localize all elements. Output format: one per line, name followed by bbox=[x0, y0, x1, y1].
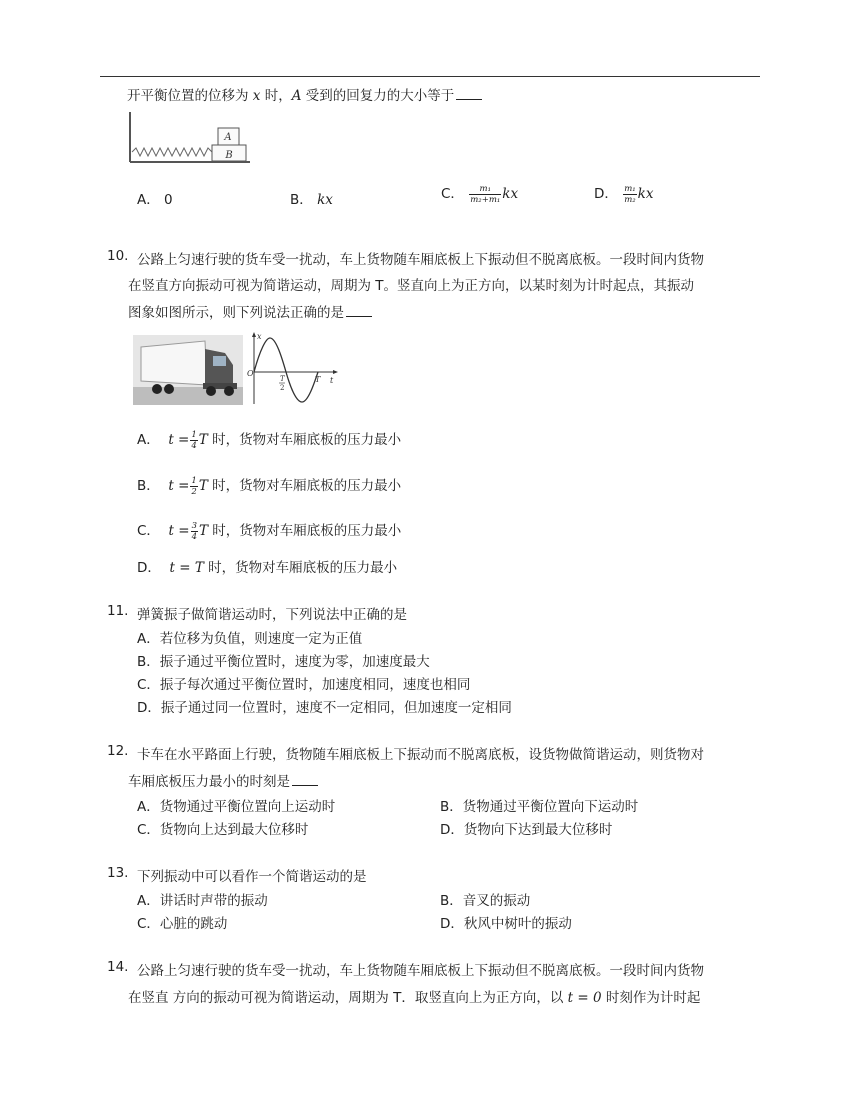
graph-half-den: 2 bbox=[280, 384, 285, 392]
q9-option-c: C． $\frac{\text{m₁}}{\text{m₂+m₁}}$ kx bbox=[441, 183, 519, 205]
q11-option-c: C．振子每次通过平衡位置时，加速度相同，速度也相同 bbox=[137, 677, 471, 693]
q12-line1: 卡车在水平路面上行驶，货物随车厢底板上下振动而不脱离底板，设货物做简谐运动，则货物对 bbox=[137, 747, 704, 763]
q12-option-d: D．货物向下达到最大位移时 bbox=[440, 822, 613, 838]
q9-option-a: A． 0 bbox=[137, 192, 173, 208]
q9-stem: 开平衡位置的位移为 x 时，A 受到的回复力的大小等于 bbox=[127, 84, 482, 104]
q14-line2: 在竖直 方向的振动可视为简谐运动，周期为 T．取竖直向上为正方向，以 t = 0 时刻作为计时起 bbox=[128, 990, 701, 1006]
q13-option-a: A．讲话时声带的振动 bbox=[137, 893, 268, 909]
q13-stem: 下列振动中可以看作一个简谐运动的是 bbox=[137, 869, 367, 885]
q11-option-d: D．振子通过同一位置时，速度不一定相同，但加速度一定相同 bbox=[137, 700, 512, 716]
block-b-label: B bbox=[225, 150, 233, 161]
graph-period-label: T bbox=[315, 375, 321, 384]
q11-option-b: B．振子通过平衡位置时，速度为零，加速度最大 bbox=[137, 654, 430, 670]
q12-line2: 车厢底板压力最小的时刻是 bbox=[128, 770, 318, 790]
header-rule bbox=[100, 76, 760, 77]
q11-option-a: A．若位移为负值，则速度一定为正值 bbox=[137, 631, 363, 647]
oscillation-graph bbox=[244, 330, 340, 406]
q12-option-b: B．货物通过平衡位置向下运动时 bbox=[440, 799, 639, 815]
q10-option-c: C． t = $\frac{3}{4}$ T 时，货物对车厢底板的压力最小 bbox=[137, 520, 402, 542]
q13-option-b: B．音叉的振动 bbox=[440, 893, 531, 909]
graph-x-label: x bbox=[257, 332, 262, 341]
q9-option-d: D． $\frac{\text{m₁}}{\text{m₂}}$ kx bbox=[594, 183, 654, 205]
spring-block-figure bbox=[126, 108, 254, 166]
q13-option-d: D．秋风中树叶的振动 bbox=[440, 916, 572, 932]
graph-half-num: T bbox=[280, 375, 285, 383]
q10-line1: 公路上匀速行驶的货车受一扰动，车上货物随车厢底板上下振动但不脱离底板。一段时间内货物 bbox=[137, 252, 704, 268]
q13-option-c: C．心脏的跳动 bbox=[137, 916, 228, 932]
q10-line2: 在竖直方向振动可视为简谐运动，周期为 T。竖直向上为正方向，以某时刻为计时起点，其振动 bbox=[128, 278, 695, 294]
answer-blank bbox=[456, 87, 482, 100]
q12-option-a: A．货物通过平衡位置向上运动时 bbox=[137, 799, 336, 815]
q10-line3: 图象如图所示，则下列说法正确的是 bbox=[128, 301, 372, 321]
q9-option-b: B． kx bbox=[290, 192, 333, 208]
q10-option-a: A． t = $\frac{1}{4}$ T 时，货物对车厢底板的压力最小 bbox=[137, 429, 402, 451]
answer-blank bbox=[292, 773, 318, 786]
graph-origin-label: O bbox=[247, 369, 254, 378]
answer-blank bbox=[346, 304, 372, 317]
q11-number: 11. bbox=[107, 603, 129, 619]
truck-image bbox=[133, 335, 243, 405]
q14-number: 14. bbox=[107, 959, 129, 975]
block-a-label: A bbox=[224, 132, 232, 143]
q13-number: 13. bbox=[107, 865, 129, 881]
q10-number: 10. bbox=[107, 248, 129, 264]
q10-option-d: D． t = T 时，货物对车厢底板的压力最小 bbox=[137, 560, 398, 576]
q11-stem: 弹簧振子做简谐运动时，下列说法中正确的是 bbox=[137, 607, 407, 623]
q12-option-c: C．货物向上达到最大位移时 bbox=[137, 822, 309, 838]
graph-t-label: t bbox=[330, 376, 334, 385]
q14-line1: 公路上匀速行驶的货车受一扰动，车上货物随车厢底板上下振动但不脱离底板。一段时间内货物 bbox=[137, 963, 704, 979]
q10-option-b: B． t = $\frac{1}{2}$ T 时，货物对车厢底板的压力最小 bbox=[137, 475, 402, 497]
q12-number: 12. bbox=[107, 743, 129, 759]
